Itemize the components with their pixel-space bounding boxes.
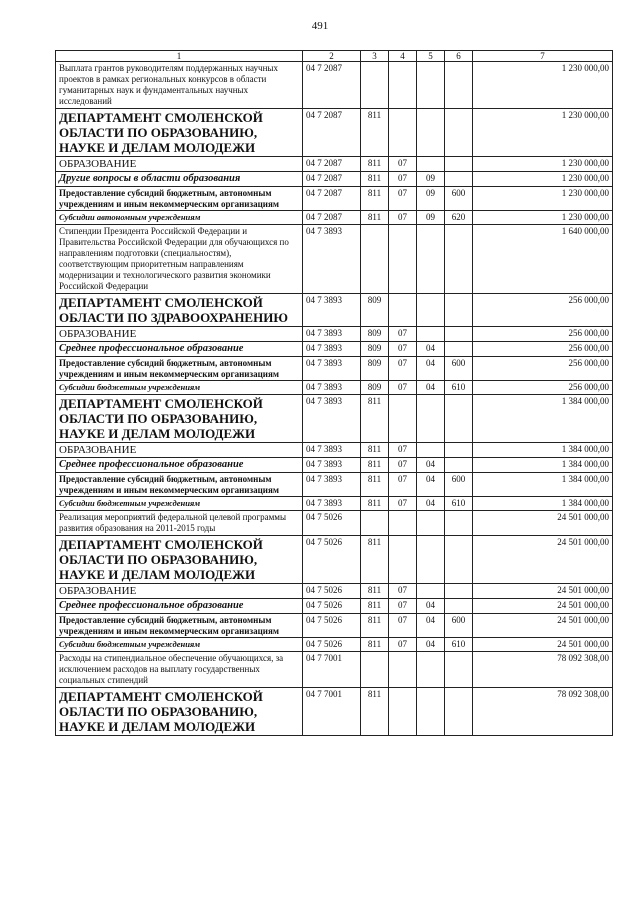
row-department-code-cell: 811 <box>361 211 389 225</box>
row-section-code-cell: 07 <box>389 497 417 511</box>
header-cell: 3 <box>361 51 389 62</box>
row-expense-type-cell: 600 <box>445 357 473 381</box>
table-row-sub <box>56 458 613 473</box>
row-name-cell: ОБРАЗОВАНИЕ <box>56 584 303 599</box>
row-name-cell: Стипендии Президента Российской Федерации и Правительства Российской Федерации для обучающихся по направлениям подготовки (специальностям), соответствующим приоритетным направлениям модернизации и технологического развития экономики Российской Федерации <box>56 225 303 294</box>
row-name-cell: ДЕПАРТАМЕНТ СМОЛЕНСКОЙ ОБЛАСТИ ПО ЗДРАВООХРАНЕНИЮ <box>56 294 303 327</box>
row-expense-type-cell <box>445 688 473 736</box>
row-amount-cell: 24 501 000,00 <box>473 599 613 614</box>
row-section-code-cell: 07 <box>389 342 417 357</box>
row-name-cell: Расходы на стипендиальное обеспечение обучающихся, за исключением расходов на выплату государственных социальных стипендий <box>56 652 303 688</box>
table-row-section <box>56 584 613 599</box>
row-department-code-cell <box>361 511 389 536</box>
row-expense-type-cell: 600 <box>445 187 473 211</box>
table-row-subs <box>56 381 613 395</box>
table-row-plain <box>56 652 613 688</box>
row-code-cell: 04 7 3893 <box>303 473 361 497</box>
row-amount-cell: 256 000,00 <box>473 342 613 357</box>
row-name-cell: Реализация мероприятий федеральной целевой программы развития образования на 2011-2015 годы <box>56 511 303 536</box>
row-department-code-cell: 811 <box>361 688 389 736</box>
row-subsection-code-cell <box>417 395 445 443</box>
table-row-plain <box>56 511 613 536</box>
row-expense-type-cell <box>445 342 473 357</box>
row-department-code-cell: 809 <box>361 294 389 327</box>
table-row-dept <box>56 294 613 327</box>
row-section-code-cell: 07 <box>389 473 417 497</box>
table-row-subs <box>56 211 613 225</box>
row-amount-cell: 256 000,00 <box>473 294 613 327</box>
row-subsection-code-cell <box>417 688 445 736</box>
row-section-code-cell: 07 <box>389 614 417 638</box>
row-section-code-cell: 07 <box>389 157 417 172</box>
row-amount-cell: 1 384 000,00 <box>473 395 613 443</box>
table-row-dept <box>56 395 613 443</box>
table-row-subs <box>56 638 613 652</box>
table-row-sub <box>56 342 613 357</box>
header-cell: 6 <box>445 51 473 62</box>
row-name-cell: ДЕПАРТАМЕНТ СМОЛЕНСКОЙ ОБЛАСТИ ПО ОБРАЗОВАНИЮ, НАУКЕ И ДЕЛАМ МОЛОДЕЖИ <box>56 536 303 584</box>
row-name-cell: ОБРАЗОВАНИЕ <box>56 157 303 172</box>
row-department-code-cell: 809 <box>361 381 389 395</box>
row-subsection-code-cell <box>417 443 445 458</box>
row-code-cell: 04 7 3893 <box>303 357 361 381</box>
row-expense-type-cell <box>445 294 473 327</box>
row-section-code-cell: 07 <box>389 211 417 225</box>
row-subsection-code-cell <box>417 225 445 294</box>
row-section-code-cell: 07 <box>389 443 417 458</box>
row-amount-cell: 1 230 000,00 <box>473 157 613 172</box>
row-name-cell: Субсидии бюджетным учреждениям <box>56 638 303 652</box>
row-name-cell: Предоставление субсидий бюджетным, автономным учреждениям и иным некоммерческим организациям <box>56 473 303 497</box>
row-amount-cell: 1 230 000,00 <box>473 109 613 157</box>
row-subsection-code-cell <box>417 327 445 342</box>
row-expense-type-cell <box>445 395 473 443</box>
row-name-cell: ОБРАЗОВАНИЕ <box>56 327 303 342</box>
row-code-cell: 04 7 2087 <box>303 172 361 187</box>
row-code-cell: 04 7 3893 <box>303 381 361 395</box>
row-amount-cell: 256 000,00 <box>473 357 613 381</box>
row-department-code-cell: 811 <box>361 614 389 638</box>
row-expense-type-cell <box>445 652 473 688</box>
row-code-cell: 04 7 3893 <box>303 395 361 443</box>
row-subsection-code-cell <box>417 536 445 584</box>
row-name-cell: Среднее профессиональное образование <box>56 342 303 357</box>
row-subsection-code-cell: 04 <box>417 473 445 497</box>
row-expense-type-cell: 600 <box>445 614 473 638</box>
row-amount-cell: 1 384 000,00 <box>473 443 613 458</box>
row-department-code-cell: 811 <box>361 443 389 458</box>
row-section-code-cell <box>389 225 417 294</box>
table-row-section <box>56 157 613 172</box>
row-department-code-cell: 811 <box>361 584 389 599</box>
row-department-code-cell: 809 <box>361 342 389 357</box>
row-subsection-code-cell <box>417 157 445 172</box>
row-name-cell: ДЕПАРТАМЕНТ СМОЛЕНСКОЙ ОБЛАСТИ ПО ОБРАЗОВАНИЮ, НАУКЕ И ДЕЛАМ МОЛОДЕЖИ <box>56 109 303 157</box>
table-row-section <box>56 443 613 458</box>
row-subsection-code-cell <box>417 652 445 688</box>
row-section-code-cell <box>389 294 417 327</box>
row-name-cell: Среднее профессиональное образование <box>56 458 303 473</box>
row-amount-cell: 24 501 000,00 <box>473 511 613 536</box>
row-section-code-cell <box>389 688 417 736</box>
table-row-dept <box>56 109 613 157</box>
row-section-code-cell <box>389 511 417 536</box>
row-subsection-code-cell: 09 <box>417 187 445 211</box>
row-section-code-cell: 07 <box>389 187 417 211</box>
row-expense-type-cell: 610 <box>445 638 473 652</box>
row-expense-type-cell <box>445 327 473 342</box>
row-code-cell: 04 7 3893 <box>303 497 361 511</box>
row-subsection-code-cell: 04 <box>417 497 445 511</box>
row-code-cell: 04 7 2087 <box>303 211 361 225</box>
row-amount-cell: 24 501 000,00 <box>473 536 613 584</box>
row-department-code-cell: 811 <box>361 458 389 473</box>
row-amount-cell: 1 384 000,00 <box>473 473 613 497</box>
row-code-cell: 04 7 3893 <box>303 458 361 473</box>
row-expense-type-cell: 610 <box>445 497 473 511</box>
row-department-code-cell: 811 <box>361 497 389 511</box>
row-department-code-cell <box>361 225 389 294</box>
row-section-code-cell <box>389 109 417 157</box>
table-row-plain <box>56 62 613 109</box>
row-section-code-cell: 07 <box>389 172 417 187</box>
table-row-subs <box>56 497 613 511</box>
row-amount-cell: 1 230 000,00 <box>473 187 613 211</box>
row-section-code-cell: 07 <box>389 638 417 652</box>
row-subsection-code-cell <box>417 62 445 109</box>
header-cell: 5 <box>417 51 445 62</box>
row-name-cell: Предоставление субсидий бюджетным, автономным учреждениям и иным некоммерческим организациям <box>56 187 303 211</box>
row-subsection-code-cell <box>417 511 445 536</box>
row-expense-type-cell <box>445 599 473 614</box>
row-section-code-cell: 07 <box>389 458 417 473</box>
row-expense-type-cell <box>445 157 473 172</box>
row-subsection-code-cell: 04 <box>417 357 445 381</box>
row-section-code-cell: 07 <box>389 381 417 395</box>
row-department-code-cell: 809 <box>361 357 389 381</box>
row-department-code-cell <box>361 62 389 109</box>
row-name-cell: Предоставление субсидий бюджетным, автономным учреждениям и иным некоммерческим организациям <box>56 614 303 638</box>
row-expense-type-cell <box>445 109 473 157</box>
table-row-prov <box>56 473 613 497</box>
row-expense-type-cell <box>445 443 473 458</box>
row-department-code-cell: 811 <box>361 473 389 497</box>
row-subsection-code-cell: 04 <box>417 342 445 357</box>
header-row <box>56 51 613 62</box>
row-section-code-cell <box>389 395 417 443</box>
row-expense-type-cell: 620 <box>445 211 473 225</box>
header-cell: 2 <box>303 51 361 62</box>
header-cell: 1 <box>56 51 303 62</box>
row-amount-cell: 24 501 000,00 <box>473 584 613 599</box>
row-name-cell: ДЕПАРТАМЕНТ СМОЛЕНСКОЙ ОБЛАСТИ ПО ОБРАЗОВАНИЮ, НАУКЕ И ДЕЛАМ МОЛОДЕЖИ <box>56 688 303 736</box>
row-code-cell: 04 7 2087 <box>303 187 361 211</box>
row-amount-cell: 1 384 000,00 <box>473 497 613 511</box>
header-cell: 7 <box>473 51 613 62</box>
row-code-cell: 04 7 5026 <box>303 599 361 614</box>
row-name-cell: Среднее профессиональное образование <box>56 599 303 614</box>
row-code-cell: 04 7 7001 <box>303 652 361 688</box>
row-name-cell: Выплата грантов руководителям поддержанных научных проектов в рамках региональных конкурсов в области гуманитарных наук и фундаментальных научных исследований <box>56 62 303 109</box>
table-row-prov <box>56 187 613 211</box>
row-department-code-cell: 811 <box>361 536 389 584</box>
row-code-cell: 04 7 3893 <box>303 294 361 327</box>
row-name-cell: Субсидии бюджетным учреждениям <box>56 497 303 511</box>
row-name-cell: ДЕПАРТАМЕНТ СМОЛЕНСКОЙ ОБЛАСТИ ПО ОБРАЗОВАНИЮ, НАУКЕ И ДЕЛАМ МОЛОДЕЖИ <box>56 395 303 443</box>
row-code-cell: 04 7 5026 <box>303 638 361 652</box>
row-code-cell: 04 7 2087 <box>303 109 361 157</box>
header-cell: 4 <box>389 51 417 62</box>
row-amount-cell: 1 230 000,00 <box>473 62 613 109</box>
row-name-cell: ОБРАЗОВАНИЕ <box>56 443 303 458</box>
table-row-sub <box>56 599 613 614</box>
row-amount-cell: 256 000,00 <box>473 381 613 395</box>
row-section-code-cell: 07 <box>389 357 417 381</box>
row-section-code-cell: 07 <box>389 599 417 614</box>
row-name-cell: Субсидии бюджетным учреждениям <box>56 381 303 395</box>
row-expense-type-cell <box>445 172 473 187</box>
row-department-code-cell: 811 <box>361 157 389 172</box>
row-department-code-cell: 811 <box>361 599 389 614</box>
row-section-code-cell: 07 <box>389 327 417 342</box>
row-code-cell: 04 7 5026 <box>303 584 361 599</box>
row-section-code-cell <box>389 652 417 688</box>
row-amount-cell: 24 501 000,00 <box>473 614 613 638</box>
row-code-cell: 04 7 2087 <box>303 157 361 172</box>
page-number: 491 <box>311 20 329 32</box>
row-subsection-code-cell: 04 <box>417 599 445 614</box>
row-name-cell: Субсидии автономным учреждениям <box>56 211 303 225</box>
row-name-cell: Другие вопросы в области образования <box>56 172 303 187</box>
row-subsection-code-cell: 09 <box>417 211 445 225</box>
row-amount-cell: 78 092 308,00 <box>473 688 613 736</box>
row-name-cell: Предоставление субсидий бюджетным, автономным учреждениям и иным некоммерческим организациям <box>56 357 303 381</box>
row-code-cell: 04 7 2087 <box>303 62 361 109</box>
row-code-cell: 04 7 3893 <box>303 342 361 357</box>
row-section-code-cell: 07 <box>389 584 417 599</box>
row-expense-type-cell <box>445 584 473 599</box>
budget-table <box>55 50 613 736</box>
row-code-cell: 04 7 3893 <box>303 225 361 294</box>
row-expense-type-cell <box>445 62 473 109</box>
row-expense-type-cell: 610 <box>445 381 473 395</box>
row-subsection-code-cell: 04 <box>417 614 445 638</box>
row-subsection-code-cell <box>417 584 445 599</box>
row-amount-cell: 78 092 308,00 <box>473 652 613 688</box>
row-expense-type-cell <box>445 225 473 294</box>
row-expense-type-cell <box>445 511 473 536</box>
table-row-section <box>56 327 613 342</box>
row-expense-type-cell: 600 <box>445 473 473 497</box>
row-department-code-cell: 809 <box>361 327 389 342</box>
table-row-prov <box>56 614 613 638</box>
row-amount-cell: 1 230 000,00 <box>473 172 613 187</box>
row-code-cell: 04 7 5026 <box>303 614 361 638</box>
row-code-cell: 04 7 3893 <box>303 327 361 342</box>
table-row-prov <box>56 357 613 381</box>
row-department-code-cell: 811 <box>361 109 389 157</box>
row-department-code-cell: 811 <box>361 172 389 187</box>
table-row-dept <box>56 688 613 736</box>
row-amount-cell: 1 230 000,00 <box>473 211 613 225</box>
row-section-code-cell <box>389 536 417 584</box>
row-subsection-code-cell: 04 <box>417 381 445 395</box>
row-subsection-code-cell: 09 <box>417 172 445 187</box>
row-subsection-code-cell <box>417 109 445 157</box>
row-code-cell: 04 7 7001 <box>303 688 361 736</box>
row-department-code-cell: 811 <box>361 395 389 443</box>
row-expense-type-cell <box>445 536 473 584</box>
row-code-cell: 04 7 5026 <box>303 536 361 584</box>
row-amount-cell: 24 501 000,00 <box>473 638 613 652</box>
row-department-code-cell: 811 <box>361 187 389 211</box>
table-row-plain <box>56 225 613 294</box>
row-amount-cell: 1 384 000,00 <box>473 458 613 473</box>
row-subsection-code-cell: 04 <box>417 638 445 652</box>
row-subsection-code-cell <box>417 294 445 327</box>
table-row-dept <box>56 536 613 584</box>
row-section-code-cell <box>389 62 417 109</box>
row-department-code-cell <box>361 652 389 688</box>
row-subsection-code-cell: 04 <box>417 458 445 473</box>
row-code-cell: 04 7 5026 <box>303 511 361 536</box>
table-row-sub <box>56 172 613 187</box>
row-code-cell: 04 7 3893 <box>303 443 361 458</box>
row-expense-type-cell <box>445 458 473 473</box>
row-amount-cell: 1 640 000,00 <box>473 225 613 294</box>
row-department-code-cell: 811 <box>361 638 389 652</box>
row-amount-cell: 256 000,00 <box>473 327 613 342</box>
